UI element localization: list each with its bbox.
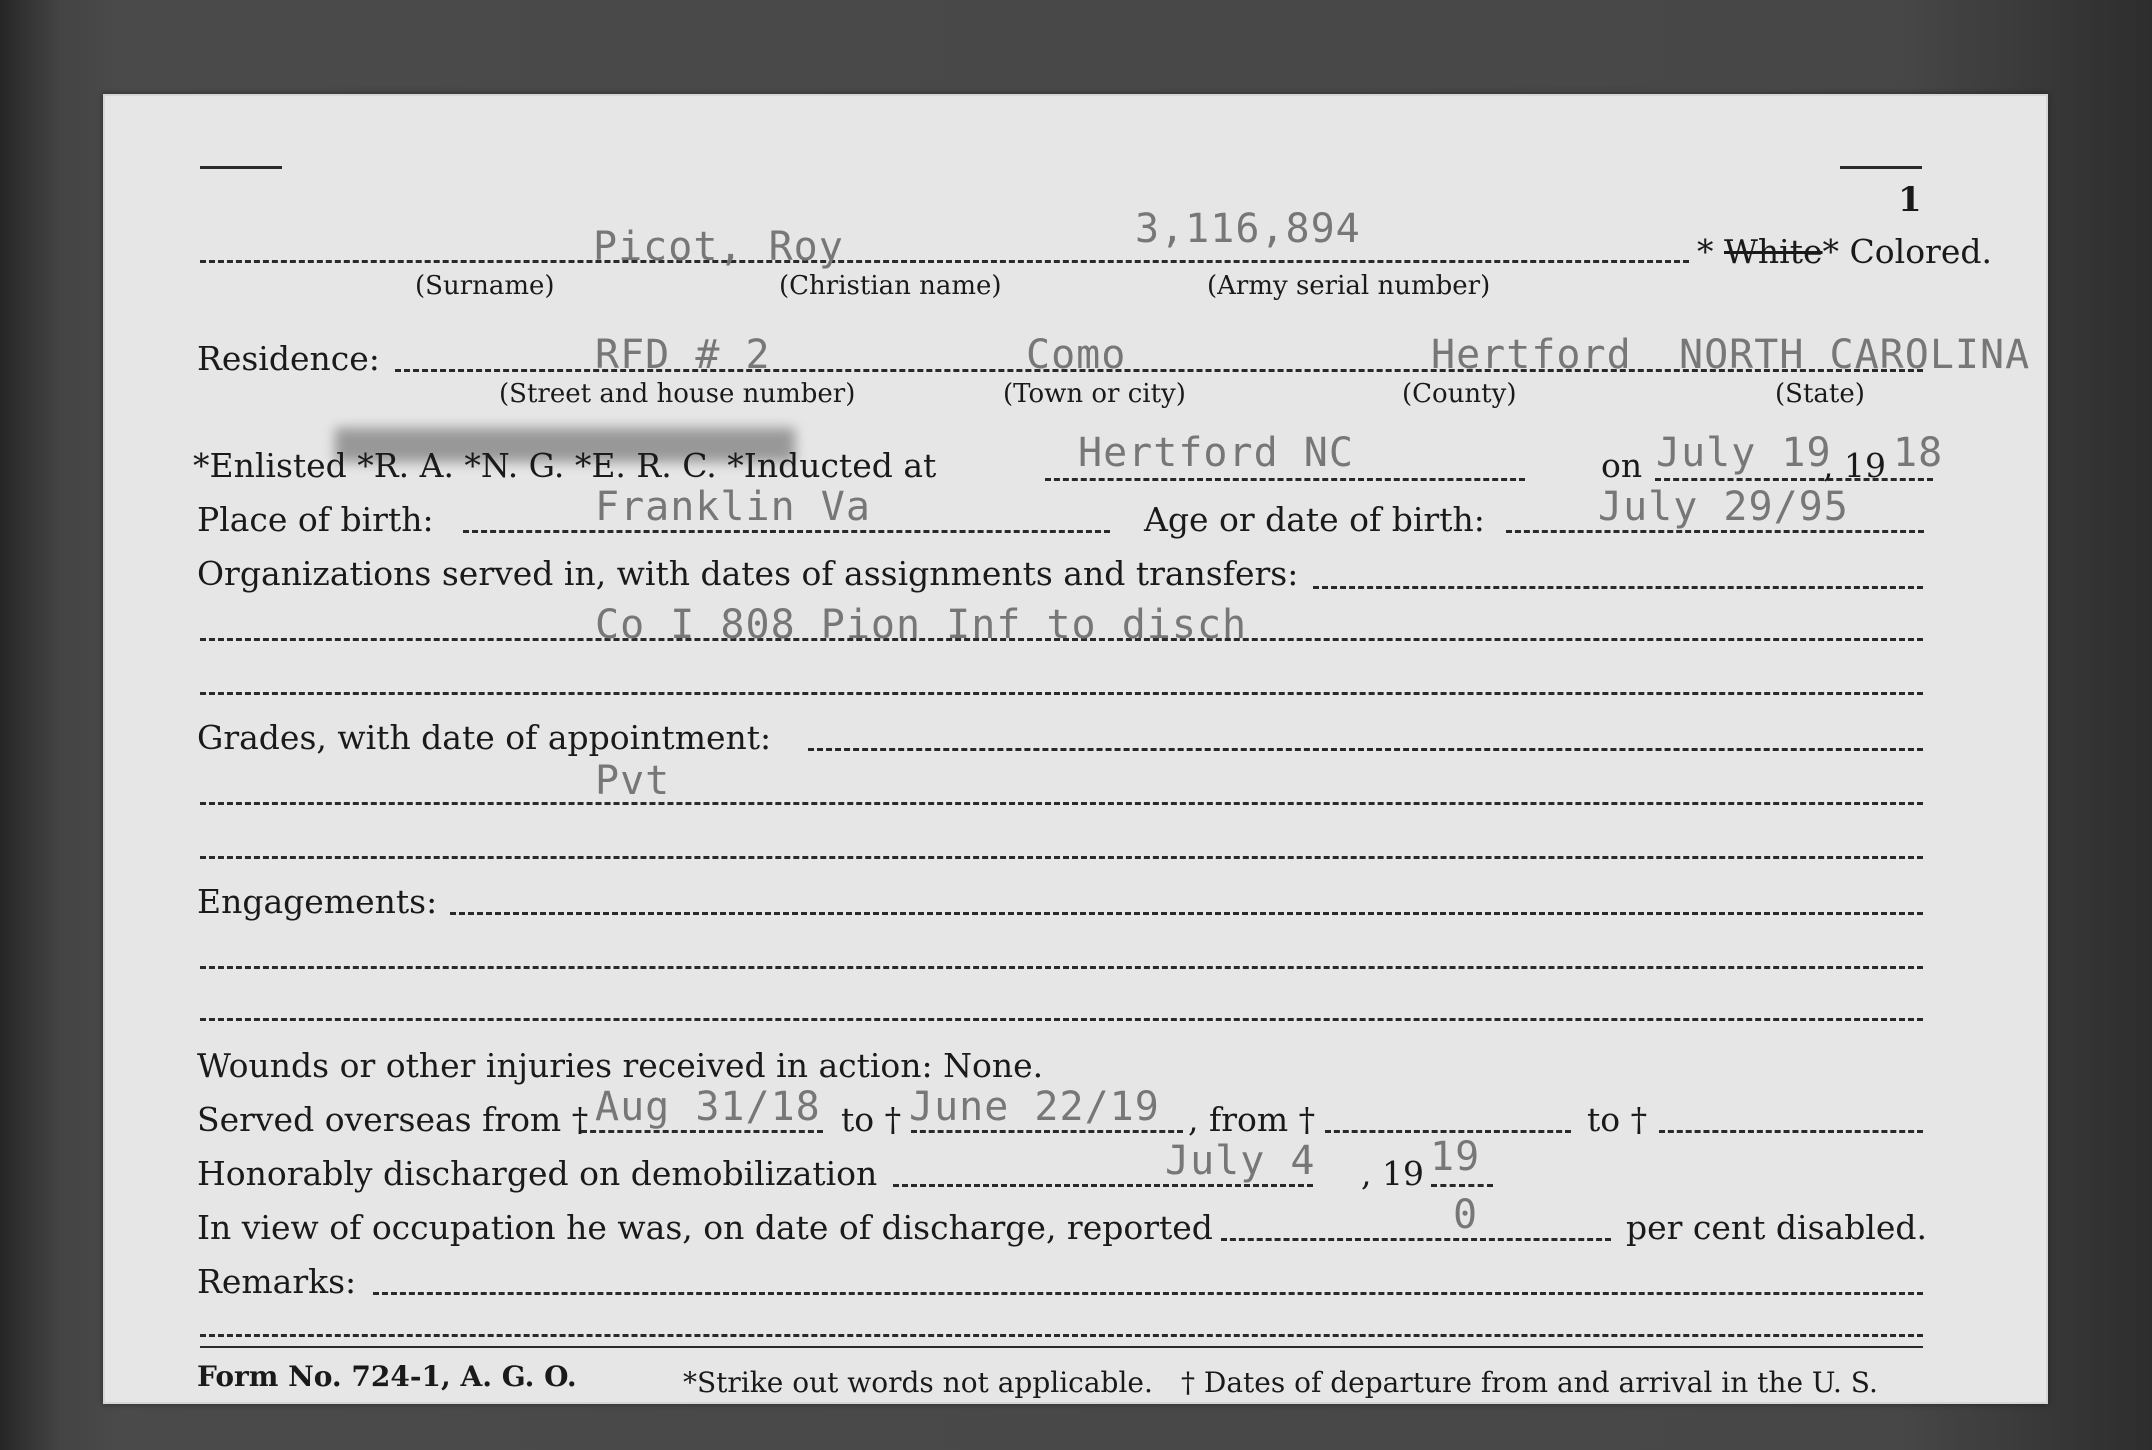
name-line [200, 260, 1689, 263]
organizations-line-1 [1313, 586, 1923, 589]
footer-rule [200, 1346, 1923, 1348]
caption-army-serial: (Army serial number) [1207, 271, 1491, 301]
overseas-to-label: to † [841, 1100, 902, 1139]
overseas-from-line [581, 1130, 823, 1133]
organizations-line-3 [200, 692, 1923, 695]
overseas-from2-label: , from † [1188, 1100, 1316, 1139]
engagements-line-2 [200, 966, 1923, 969]
residence-label: Residence: [197, 339, 380, 378]
overseas-from2-line [1325, 1130, 1571, 1133]
discharge-label: Honorably discharged on demobilization [197, 1154, 878, 1193]
remarks-line-1 [373, 1292, 1923, 1295]
discharge-year-value: 19 [1430, 1134, 1481, 1180]
page-number: 1 [1898, 180, 1922, 220]
remarks-label: Remarks: [197, 1262, 357, 1301]
engagements-line-1 [450, 912, 1923, 915]
overseas-from-value: Aug 31/18 [595, 1084, 821, 1130]
overseas-to-line [911, 1130, 1183, 1133]
serial-number-value: 3,116,894 [1135, 206, 1361, 252]
footnote-strike-out: *Strike out words not applicable. [683, 1366, 1153, 1399]
residence-state-value: NORTH CAROLINA [1679, 332, 2031, 378]
disabled-label: per cent disabled. [1626, 1208, 1928, 1247]
caption-state: (State) [1775, 379, 1865, 409]
engagements-line-3 [200, 1018, 1923, 1021]
birth-place-value: Franklin Va [595, 484, 871, 530]
service-record-card [103, 94, 2048, 1404]
residence-town-value: Como [1026, 332, 1127, 378]
caption-surname: (Surname) [415, 271, 555, 301]
remarks-line-2 [200, 1334, 1923, 1337]
overseas-label: Served overseas from † [197, 1100, 589, 1139]
engagements-label: Engagements: [197, 882, 438, 921]
disability-percent-value: 0 [1453, 1192, 1479, 1238]
organizations-label: Organizations served in, with dates of assignments and transfers: [197, 554, 1299, 593]
race-prefix: * [1697, 232, 1724, 271]
residence-street-value: RFD # 2 [595, 332, 771, 378]
wounds-label: Wounds or other injuries received in action: None. [197, 1046, 1044, 1085]
induction-year-value: 18 [1893, 430, 1944, 476]
race-white-struck: White [1724, 232, 1823, 271]
caption-christian-name: (Christian name) [779, 271, 1002, 301]
overseas-to2-line [1659, 1130, 1923, 1133]
overseas-to2-label: to † [1587, 1100, 1648, 1139]
grade-value: Pvt [595, 758, 671, 804]
enlisted-label: *Enlisted *R. A. *N. G. *E. R. C. *Inducted at [193, 446, 937, 485]
discharge-year-line [1431, 1184, 1493, 1187]
induction-date-value: July 19 [1656, 430, 1832, 476]
inducted-line [1045, 478, 1525, 481]
grades-label: Grades, with date of appointment: [197, 718, 772, 757]
birth-place-line [463, 530, 1110, 533]
organization-value: Co I 808 Pion Inf to disch [595, 602, 1248, 648]
disability-line [1221, 1238, 1611, 1241]
induction-date-line [1655, 478, 1933, 481]
caption-street: (Street and house number) [499, 379, 856, 409]
year-prefix: , 19 [1823, 446, 1886, 485]
grades-line-2 [200, 802, 1923, 805]
residence-county-value: Hertford [1431, 332, 1632, 378]
top-left-rule [200, 166, 282, 169]
birth-date-value: July 29/95 [1598, 484, 1849, 530]
grades-line-1 [808, 748, 1923, 751]
race-colored: * Colored. [1822, 232, 1992, 271]
age-label: Age or date of birth: [1144, 500, 1485, 539]
race-options [1697, 232, 1992, 271]
occupation-label: In view of occupation he was, on date of discharge, reported [197, 1208, 1213, 1247]
overseas-to-value: June 22/19 [909, 1084, 1160, 1130]
discharge-year-prefix: , 19 [1361, 1154, 1424, 1193]
top-right-rule [1840, 166, 1922, 169]
caption-county: (County) [1402, 379, 1517, 409]
name-value: Picot, Roy [593, 224, 844, 270]
birth-place-label: Place of birth: [197, 500, 434, 539]
discharge-date-value: July 4 [1165, 1138, 1316, 1184]
form-number: Form No. 724-1, A. G. O. [197, 1360, 577, 1393]
caption-town: (Town or city) [1003, 379, 1186, 409]
on-label: on [1601, 446, 1643, 485]
footnote-dates: † Dates of departure from and arrival in the U. S. [1181, 1366, 1878, 1399]
discharge-date-line [893, 1184, 1313, 1187]
grades-line-3 [200, 856, 1923, 859]
age-line [1506, 530, 1924, 533]
inducted-at-value: Hertford NC [1078, 430, 1354, 476]
